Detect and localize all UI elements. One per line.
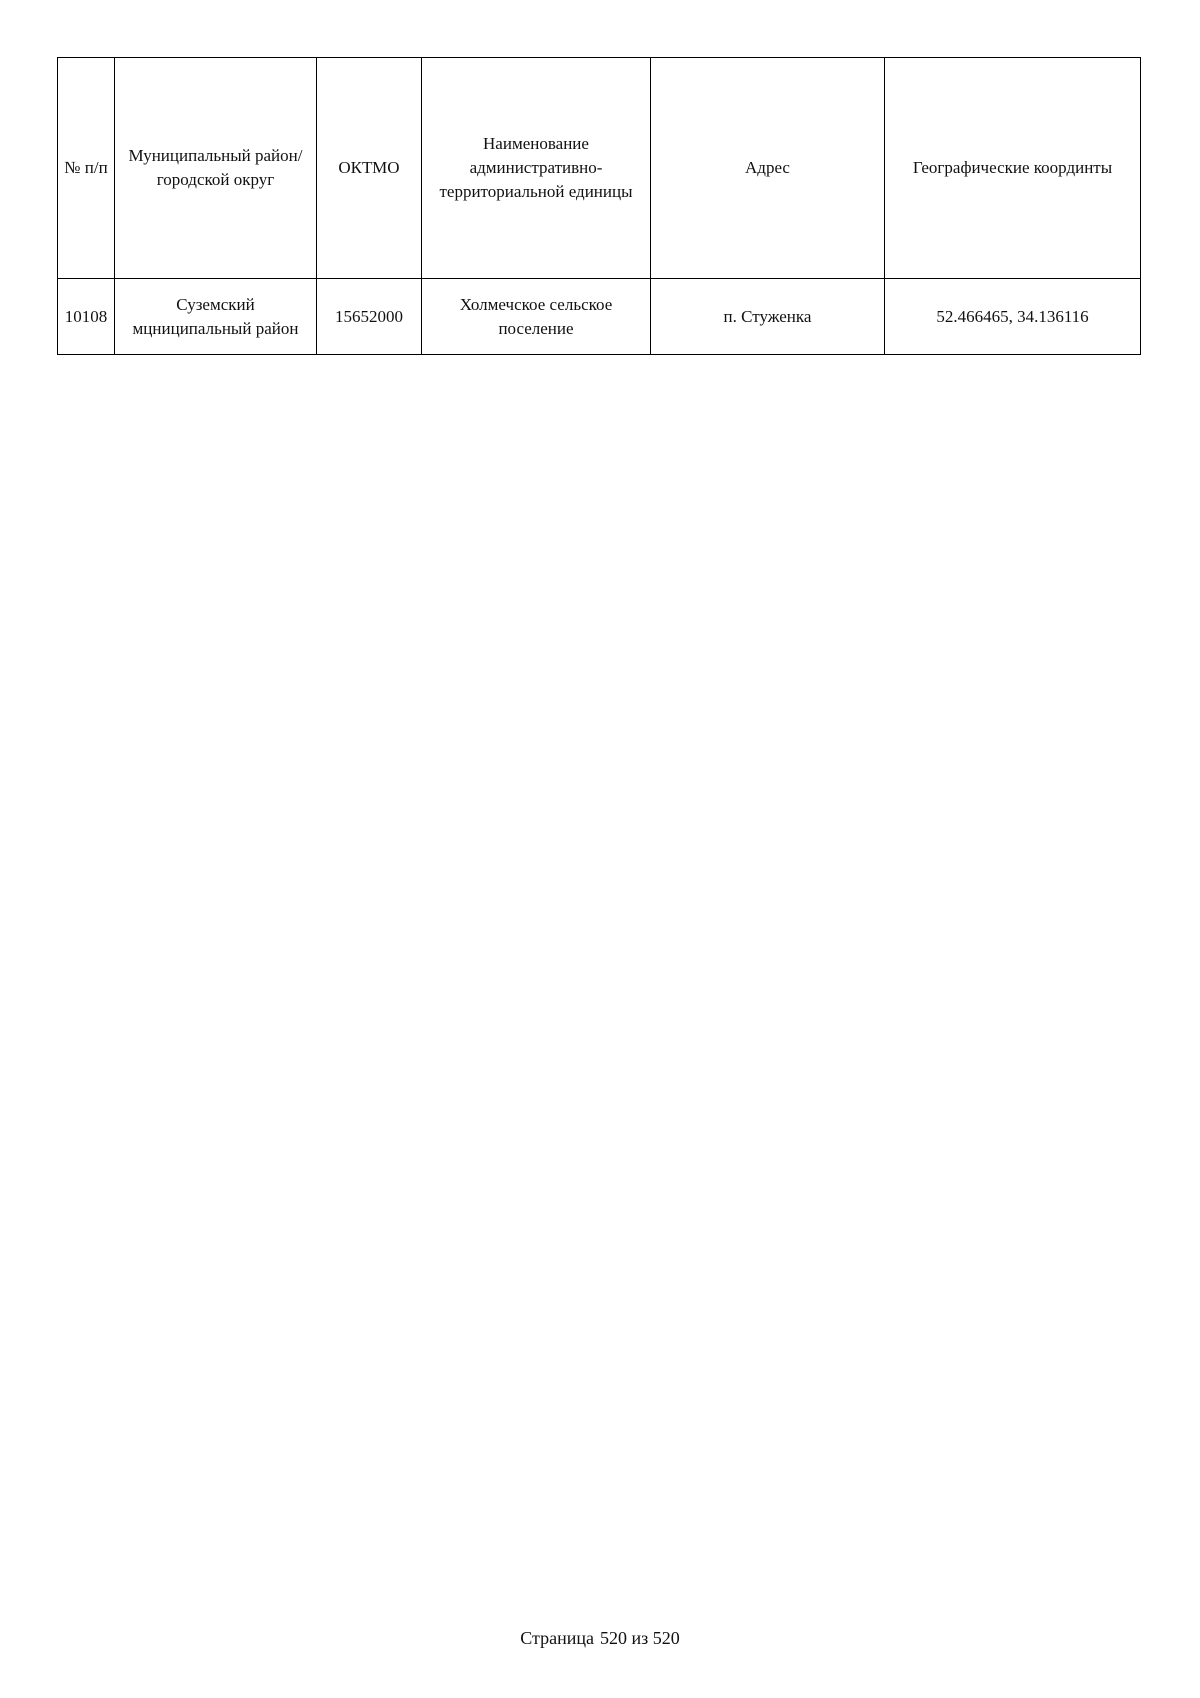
page-label: Страница [520,1628,594,1648]
cell-address: п. Стуженка [651,279,885,355]
header-address: Адрес [651,58,885,279]
header-unit: Наименование административно-территориальной единицы [422,58,651,279]
of-label: из [631,1628,649,1648]
total-pages: 520 [652,1628,680,1648]
table-header [58,58,1141,279]
cell-district: Суземский мцниципальный район [115,279,317,355]
table-row [58,279,1141,355]
cell-unit: Холмечское сельское поселение [422,279,651,355]
cell-coords: 52.466465, 34.136116 [885,279,1141,355]
cell-oktmo: 15652000 [317,279,422,355]
page-number: 520 [599,1628,627,1648]
header-coords: Географические координты [885,58,1141,279]
page-footer [0,1628,1200,1649]
header-num: № п/п [58,58,115,279]
cell-num: 10108 [58,279,115,355]
table-body [58,279,1141,355]
header-row [58,58,1141,279]
header-oktmo: ОКТМО [317,58,422,279]
data-table [57,57,1141,355]
header-district: Муниципальный район/городской округ [115,58,317,279]
